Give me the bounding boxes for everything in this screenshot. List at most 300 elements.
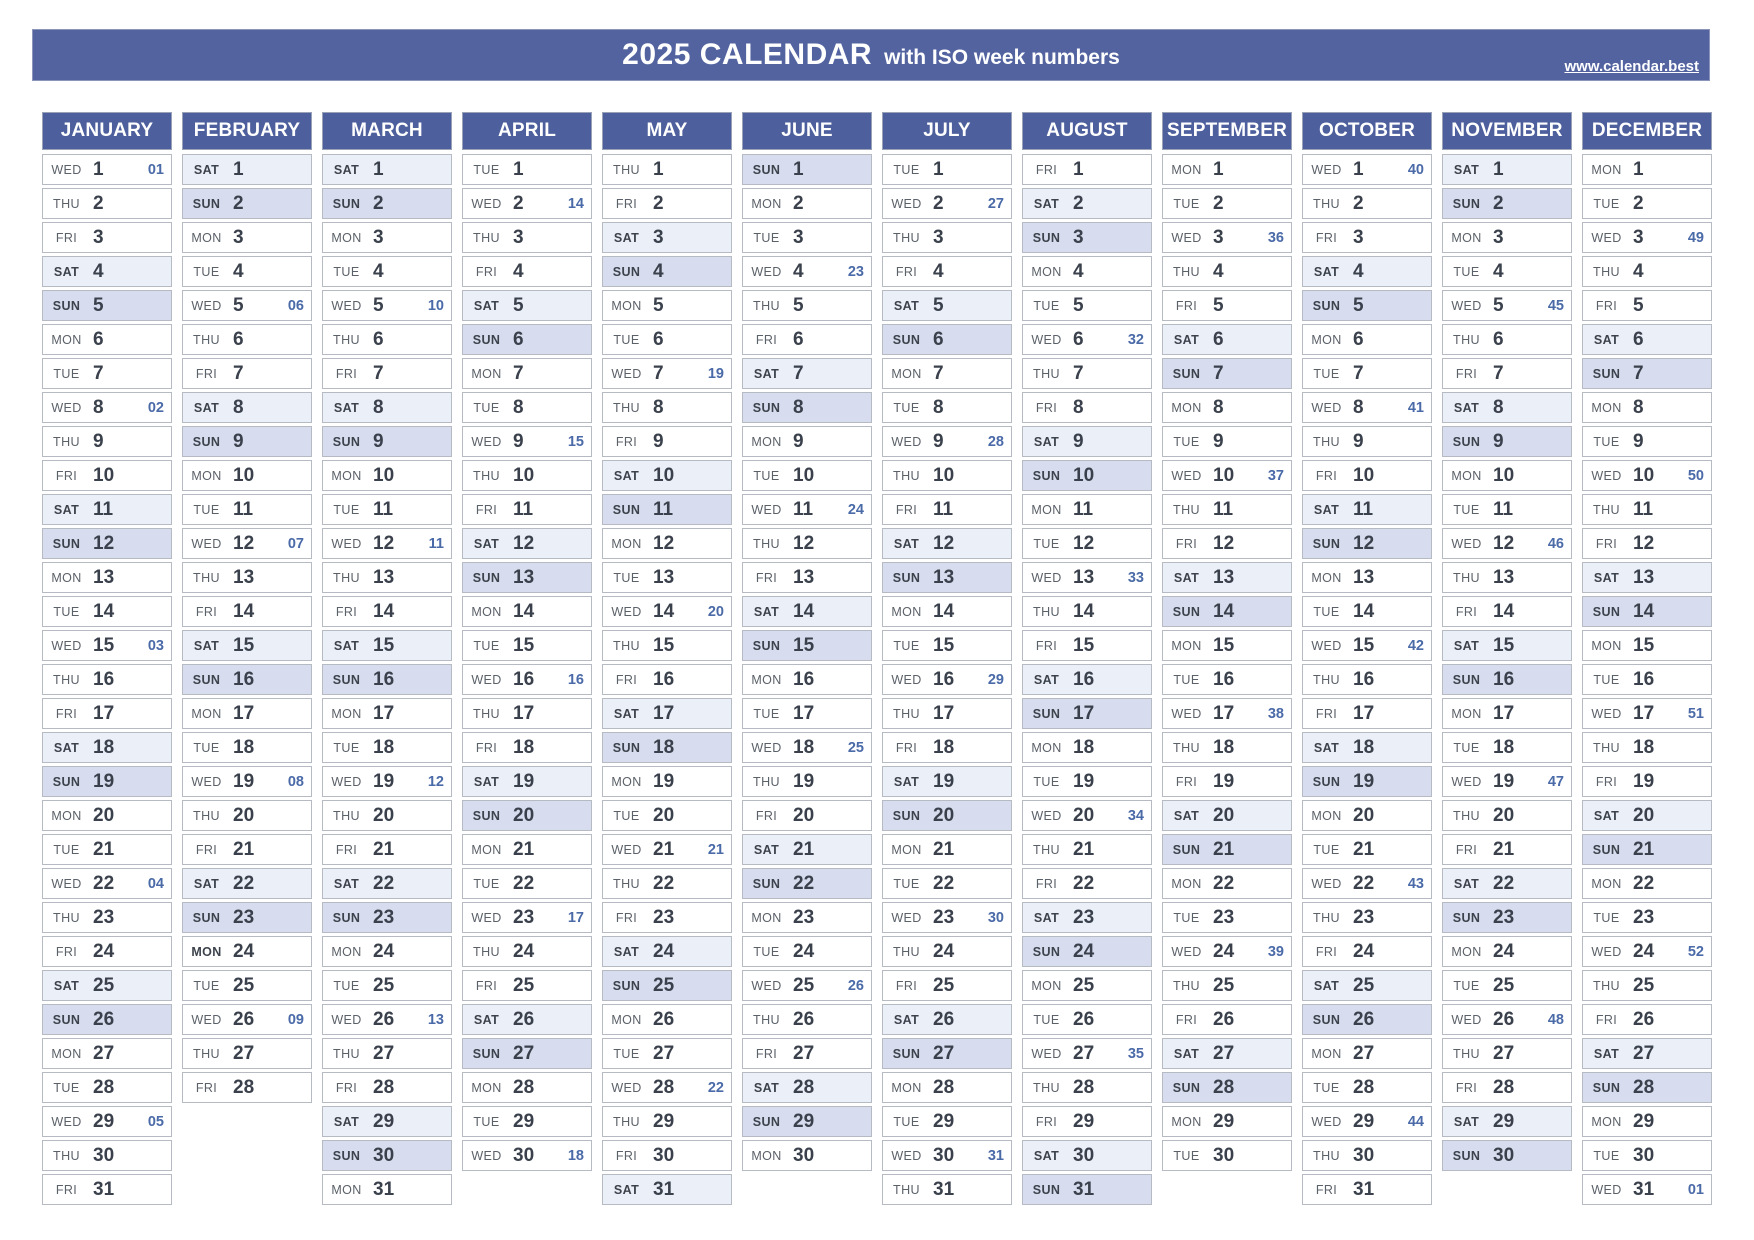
iso-week-number: 18 <box>567 1147 584 1164</box>
day-number: 7 <box>513 362 524 384</box>
day-number: 29 <box>513 1110 535 1132</box>
day-number: 6 <box>373 328 384 350</box>
day-of-week-label: SUN <box>892 332 921 347</box>
day-cell <box>602 528 732 559</box>
day-cell <box>882 392 1012 423</box>
day-of-week-label: MON <box>751 910 782 925</box>
day-cell <box>182 426 312 457</box>
day-number: 31 <box>1353 1178 1375 1200</box>
iso-week-number: 48 <box>1547 1011 1564 1028</box>
day-number: 25 <box>933 974 955 996</box>
day-cell <box>182 494 312 525</box>
day-cell <box>42 732 172 763</box>
day-number: 20 <box>793 804 815 826</box>
day-number: 17 <box>653 702 675 724</box>
day-number: 16 <box>1633 668 1655 690</box>
day-cell <box>1162 460 1292 491</box>
day-of-week-label: SAT <box>1033 434 1060 449</box>
day-of-week-label: MON <box>1591 638 1622 653</box>
day-number: 25 <box>1353 974 1375 996</box>
day-cell <box>1302 154 1432 185</box>
iso-week-number: 28 <box>987 433 1004 450</box>
month-column-july <box>882 112 1012 1208</box>
day-cell <box>322 460 452 491</box>
day-of-week-label: THU <box>1313 910 1340 925</box>
day-number: 14 <box>933 600 955 622</box>
day-of-week-label: SUN <box>1312 536 1341 551</box>
day-number: 23 <box>793 906 815 928</box>
day-of-week-label: FRI <box>1035 638 1058 653</box>
day-number: 23 <box>373 906 395 928</box>
day-number: 2 <box>1073 192 1084 214</box>
day-cell <box>1022 868 1152 899</box>
day-of-week-label: SAT <box>333 1114 360 1129</box>
day-of-week-label: FRI <box>55 1182 78 1197</box>
day-of-week-label: SAT <box>333 400 360 415</box>
day-of-week-label: WED <box>1591 706 1622 721</box>
day-cell <box>882 596 1012 627</box>
month-header: NOVEMBER <box>1442 112 1572 150</box>
day-number: 11 <box>933 498 954 520</box>
day-of-week-label: SAT <box>753 842 780 857</box>
day-of-week-label: FRI <box>1175 774 1198 789</box>
day-of-week-label: WED <box>1591 230 1622 245</box>
day-number: 6 <box>1493 328 1504 350</box>
day-cell <box>742 902 872 933</box>
day-number: 7 <box>933 362 944 384</box>
day-cell <box>742 970 872 1001</box>
day-cell <box>1022 324 1152 355</box>
day-of-week-label: WED <box>891 196 922 211</box>
day-of-week-label: SUN <box>192 910 221 925</box>
day-cell <box>42 494 172 525</box>
day-number: 29 <box>1353 1110 1375 1132</box>
day-number: 4 <box>373 260 384 282</box>
day-number: 2 <box>1633 192 1644 214</box>
day-number: 20 <box>1353 804 1375 826</box>
day-cell <box>322 630 452 661</box>
day-number: 15 <box>513 634 535 656</box>
day-number: 24 <box>93 940 115 962</box>
day-cell <box>1302 596 1432 627</box>
day-number: 21 <box>933 838 955 860</box>
day-cell <box>602 596 732 627</box>
day-number: 1 <box>1633 158 1644 180</box>
day-of-week-label: SUN <box>1452 910 1481 925</box>
day-cell <box>1162 698 1292 729</box>
day-number: 29 <box>1493 1110 1515 1132</box>
day-of-week-label: THU <box>193 1046 220 1061</box>
day-of-week-label: MON <box>891 842 922 857</box>
iso-week-number: 49 <box>1687 229 1704 246</box>
day-of-week-label: TUE <box>753 944 780 959</box>
day-number: 16 <box>513 668 535 690</box>
day-cell <box>1582 970 1712 1001</box>
day-number: 17 <box>1353 702 1375 724</box>
day-of-week-label: SAT <box>1453 162 1480 177</box>
day-number: 20 <box>93 804 115 826</box>
day-cell <box>462 1038 592 1069</box>
day-cell <box>1162 868 1292 899</box>
day-cell <box>322 1038 452 1069</box>
day-number: 12 <box>793 532 815 554</box>
day-of-week-label: SAT <box>1033 1148 1060 1163</box>
day-cell <box>602 1174 732 1205</box>
day-number: 6 <box>513 328 524 350</box>
day-number: 27 <box>653 1042 675 1064</box>
day-of-week-label: TUE <box>53 366 80 381</box>
day-number: 17 <box>793 702 815 724</box>
day-cell <box>1022 358 1152 389</box>
day-cell <box>182 358 312 389</box>
day-number: 2 <box>93 192 104 214</box>
day-cell <box>1022 596 1152 627</box>
day-cell <box>1022 800 1152 831</box>
day-of-week-label: WED <box>751 740 782 755</box>
day-cell <box>462 596 592 627</box>
day-of-week-label: WED <box>1031 1046 1062 1061</box>
day-of-week-label: SUN <box>752 1114 781 1129</box>
day-cell <box>42 1106 172 1137</box>
day-number: 24 <box>793 940 815 962</box>
day-number: 15 <box>1213 634 1235 656</box>
day-of-week-label: THU <box>53 672 80 687</box>
day-of-week-label: WED <box>751 978 782 993</box>
day-number: 11 <box>513 498 534 520</box>
day-number: 29 <box>793 1110 815 1132</box>
day-number: 28 <box>1353 1076 1375 1098</box>
day-cell <box>462 800 592 831</box>
day-cell <box>462 902 592 933</box>
day-cell <box>42 698 172 729</box>
day-cell <box>1162 936 1292 967</box>
day-cell <box>182 528 312 559</box>
day-number: 15 <box>93 634 115 656</box>
day-of-week-label: TUE <box>193 264 220 279</box>
day-number: 6 <box>793 328 804 350</box>
day-number: 23 <box>93 906 115 928</box>
day-of-week-label: MON <box>1451 706 1482 721</box>
day-of-week-label: SUN <box>752 400 781 415</box>
day-number: 8 <box>1213 396 1224 418</box>
day-number: 11 <box>1633 498 1654 520</box>
day-number: 8 <box>1633 396 1644 418</box>
day-number: 31 <box>1633 1178 1655 1200</box>
day-cell <box>1162 324 1292 355</box>
day-cell <box>42 1140 172 1171</box>
day-of-week-label: SAT <box>193 876 220 891</box>
day-of-week-label: FRI <box>1595 536 1618 551</box>
day-cell <box>1022 460 1152 491</box>
day-cell <box>1582 936 1712 967</box>
day-number: 19 <box>933 770 955 792</box>
day-cell <box>42 970 172 1001</box>
day-number: 12 <box>233 532 255 554</box>
month-header: DECEMBER <box>1582 112 1712 150</box>
day-number: 12 <box>1213 532 1235 554</box>
day-cell <box>462 358 592 389</box>
day-of-week-label: SAT <box>333 162 360 177</box>
day-of-week-label: MON <box>891 604 922 619</box>
day-number: 2 <box>233 192 244 214</box>
day-of-week-label: SAT <box>1033 672 1060 687</box>
day-cell <box>182 1038 312 1069</box>
day-cell <box>742 324 872 355</box>
day-of-week-label: SUN <box>52 298 81 313</box>
day-number: 29 <box>653 1110 675 1132</box>
day-cell <box>42 562 172 593</box>
day-number: 15 <box>373 634 395 656</box>
month-header: JANUARY <box>42 112 172 150</box>
day-cell <box>602 732 732 763</box>
day-number: 10 <box>233 464 255 486</box>
day-cell <box>42 290 172 321</box>
day-of-week-label: SUN <box>472 1046 501 1061</box>
day-cell <box>1022 1038 1152 1069</box>
day-of-week-label: TUE <box>1593 1148 1620 1163</box>
day-cell <box>462 528 592 559</box>
day-number: 18 <box>233 736 255 758</box>
day-of-week-label: SAT <box>1173 570 1200 585</box>
day-of-week-label: SAT <box>1453 1114 1480 1129</box>
day-of-week-label: TUE <box>1033 1012 1060 1027</box>
day-of-week-label: THU <box>893 230 920 245</box>
day-number: 7 <box>93 362 104 384</box>
day-number: 21 <box>1073 838 1095 860</box>
day-of-week-label: THU <box>1313 672 1340 687</box>
day-of-week-label: WED <box>1031 808 1062 823</box>
day-of-week-label: SAT <box>893 298 920 313</box>
iso-week-number: 14 <box>567 195 584 212</box>
day-number: 4 <box>1213 260 1224 282</box>
day-cell <box>882 902 1012 933</box>
day-cell <box>42 1072 172 1103</box>
day-cell <box>602 630 732 661</box>
day-of-week-label: WED <box>1591 944 1622 959</box>
day-number: 1 <box>653 158 664 180</box>
day-cell <box>1302 290 1432 321</box>
day-of-week-label: MON <box>751 672 782 687</box>
day-of-week-label: SAT <box>1173 1046 1200 1061</box>
day-number: 23 <box>1633 906 1655 928</box>
day-cell <box>1582 494 1712 525</box>
day-of-week-label: SAT <box>193 162 220 177</box>
day-cell <box>742 358 872 389</box>
day-of-week-label: SUN <box>52 774 81 789</box>
day-of-week-label: SAT <box>1593 1046 1620 1061</box>
day-number: 13 <box>1493 566 1515 588</box>
day-cell <box>1022 732 1152 763</box>
day-number: 3 <box>933 226 944 248</box>
day-cell <box>602 834 732 865</box>
day-number: 11 <box>1493 498 1514 520</box>
day-of-week-label: TUE <box>473 1114 500 1129</box>
day-of-week-label: SAT <box>1173 808 1200 823</box>
day-of-week-label: FRI <box>755 1046 778 1061</box>
day-cell <box>1582 698 1712 729</box>
day-of-week-label: SAT <box>1593 570 1620 585</box>
day-of-week-label: SUN <box>612 264 641 279</box>
day-of-week-label: MON <box>51 808 82 823</box>
day-of-week-label: FRI <box>615 672 638 687</box>
day-number: 6 <box>1213 328 1224 350</box>
day-of-week-label: FRI <box>195 604 218 619</box>
day-number: 28 <box>233 1076 255 1098</box>
day-cell <box>462 664 592 695</box>
day-cell <box>1162 1140 1292 1171</box>
day-of-week-label: SAT <box>473 774 500 789</box>
day-of-week-label: MON <box>1031 264 1062 279</box>
day-cell <box>322 1004 452 1035</box>
day-cell <box>42 460 172 491</box>
day-of-week-label: THU <box>1453 332 1480 347</box>
day-number: 8 <box>233 396 244 418</box>
website-link[interactable]: www.calendar.best <box>1564 58 1699 75</box>
day-of-week-label: THU <box>1593 978 1620 993</box>
day-of-week-label: WED <box>1171 706 1202 721</box>
day-cell <box>1022 698 1152 729</box>
day-cell <box>1582 222 1712 253</box>
day-number: 5 <box>1633 294 1644 316</box>
day-cell <box>742 596 872 627</box>
day-number: 8 <box>1493 396 1504 418</box>
day-cell <box>1442 936 1572 967</box>
day-cell <box>1442 800 1572 831</box>
day-cell <box>882 460 1012 491</box>
day-of-week-label: WED <box>1311 638 1342 653</box>
day-number: 22 <box>1633 872 1655 894</box>
day-of-week-label: SAT <box>893 536 920 551</box>
day-number: 3 <box>513 226 524 248</box>
day-of-week-label: THU <box>753 536 780 551</box>
day-of-week-label: WED <box>51 876 82 891</box>
day-cell <box>1442 290 1572 321</box>
day-cell <box>742 834 872 865</box>
iso-week-number: 03 <box>147 637 164 654</box>
day-number: 5 <box>1493 294 1504 316</box>
day-number: 28 <box>1213 1076 1235 1098</box>
page-subtitle: with ISO week numbers <box>884 46 1120 69</box>
day-number: 26 <box>1213 1008 1235 1030</box>
day-cell <box>882 188 1012 219</box>
day-cell <box>462 426 592 457</box>
day-of-week-label: FRI <box>55 468 78 483</box>
day-cell <box>182 154 312 185</box>
day-cell <box>1442 1038 1572 1069</box>
month-header: FEBRUARY <box>182 112 312 150</box>
day-number: 8 <box>793 396 804 418</box>
day-of-week-label: SAT <box>613 468 640 483</box>
day-of-week-label: SAT <box>1313 978 1340 993</box>
day-of-week-label: WED <box>51 400 82 415</box>
day-number: 7 <box>793 362 804 384</box>
day-cell <box>322 528 452 559</box>
day-cell <box>1582 1106 1712 1137</box>
day-of-week-label: MON <box>1031 502 1062 517</box>
iso-week-number: 10 <box>427 297 444 314</box>
day-number: 1 <box>793 158 804 180</box>
day-cell <box>1442 426 1572 457</box>
day-of-week-label: THU <box>893 468 920 483</box>
day-cell <box>1022 766 1152 797</box>
iso-week-number: 47 <box>1547 773 1564 790</box>
day-of-week-label: MON <box>1171 876 1202 891</box>
month-header: OCTOBER <box>1302 112 1432 150</box>
day-cell <box>322 392 452 423</box>
day-cell <box>602 800 732 831</box>
day-number: 9 <box>933 430 944 452</box>
day-cell <box>462 766 592 797</box>
day-number: 4 <box>1493 260 1504 282</box>
day-of-week-label: MON <box>1311 808 1342 823</box>
day-cell <box>1302 358 1432 389</box>
day-number: 5 <box>93 294 104 316</box>
day-of-week-label: THU <box>53 196 80 211</box>
day-cell <box>882 868 1012 899</box>
day-number: 19 <box>1493 770 1515 792</box>
day-of-week-label: SAT <box>473 298 500 313</box>
title-banner <box>32 29 1710 81</box>
day-of-week-label: THU <box>333 808 360 823</box>
day-cell <box>882 936 1012 967</box>
day-cell <box>1442 664 1572 695</box>
day-number: 20 <box>1633 804 1655 826</box>
day-number: 16 <box>93 668 115 690</box>
day-number: 14 <box>233 600 255 622</box>
day-of-week-label: WED <box>471 672 502 687</box>
day-cell <box>1582 562 1712 593</box>
day-of-week-label: WED <box>1451 1012 1482 1027</box>
day-cell <box>882 1106 1012 1137</box>
day-number: 25 <box>1213 974 1235 996</box>
iso-week-number: 12 <box>427 773 444 790</box>
day-number: 4 <box>233 260 244 282</box>
day-cell <box>182 630 312 661</box>
day-of-week-label: WED <box>51 162 82 177</box>
day-cell <box>1022 834 1152 865</box>
day-cell <box>602 902 732 933</box>
day-cell <box>42 936 172 967</box>
day-number: 19 <box>513 770 535 792</box>
day-cell <box>42 834 172 865</box>
day-number: 30 <box>653 1144 675 1166</box>
day-cell <box>462 188 592 219</box>
day-of-week-label: MON <box>1311 1046 1342 1061</box>
day-of-week-label: TUE <box>333 740 360 755</box>
day-cell <box>322 426 452 457</box>
day-cell <box>1442 188 1572 219</box>
day-of-week-label: MON <box>1451 468 1482 483</box>
iso-week-number: 32 <box>1127 331 1144 348</box>
day-number: 17 <box>1213 702 1235 724</box>
day-of-week-label: WED <box>51 638 82 653</box>
day-of-week-label: WED <box>1451 536 1482 551</box>
day-number: 14 <box>793 600 815 622</box>
day-number: 4 <box>653 260 664 282</box>
day-cell <box>1442 868 1572 899</box>
day-of-week-label: TUE <box>193 502 220 517</box>
day-number: 10 <box>793 464 815 486</box>
day-number: 16 <box>373 668 395 690</box>
month-column-november <box>1442 112 1572 1208</box>
day-of-week-label: MON <box>51 332 82 347</box>
day-cell <box>1582 902 1712 933</box>
day-number: 10 <box>1073 464 1095 486</box>
day-of-week-label: THU <box>1173 978 1200 993</box>
day-number: 24 <box>1353 940 1375 962</box>
day-of-week-label: TUE <box>53 1080 80 1095</box>
day-of-week-label: SAT <box>1173 332 1200 347</box>
